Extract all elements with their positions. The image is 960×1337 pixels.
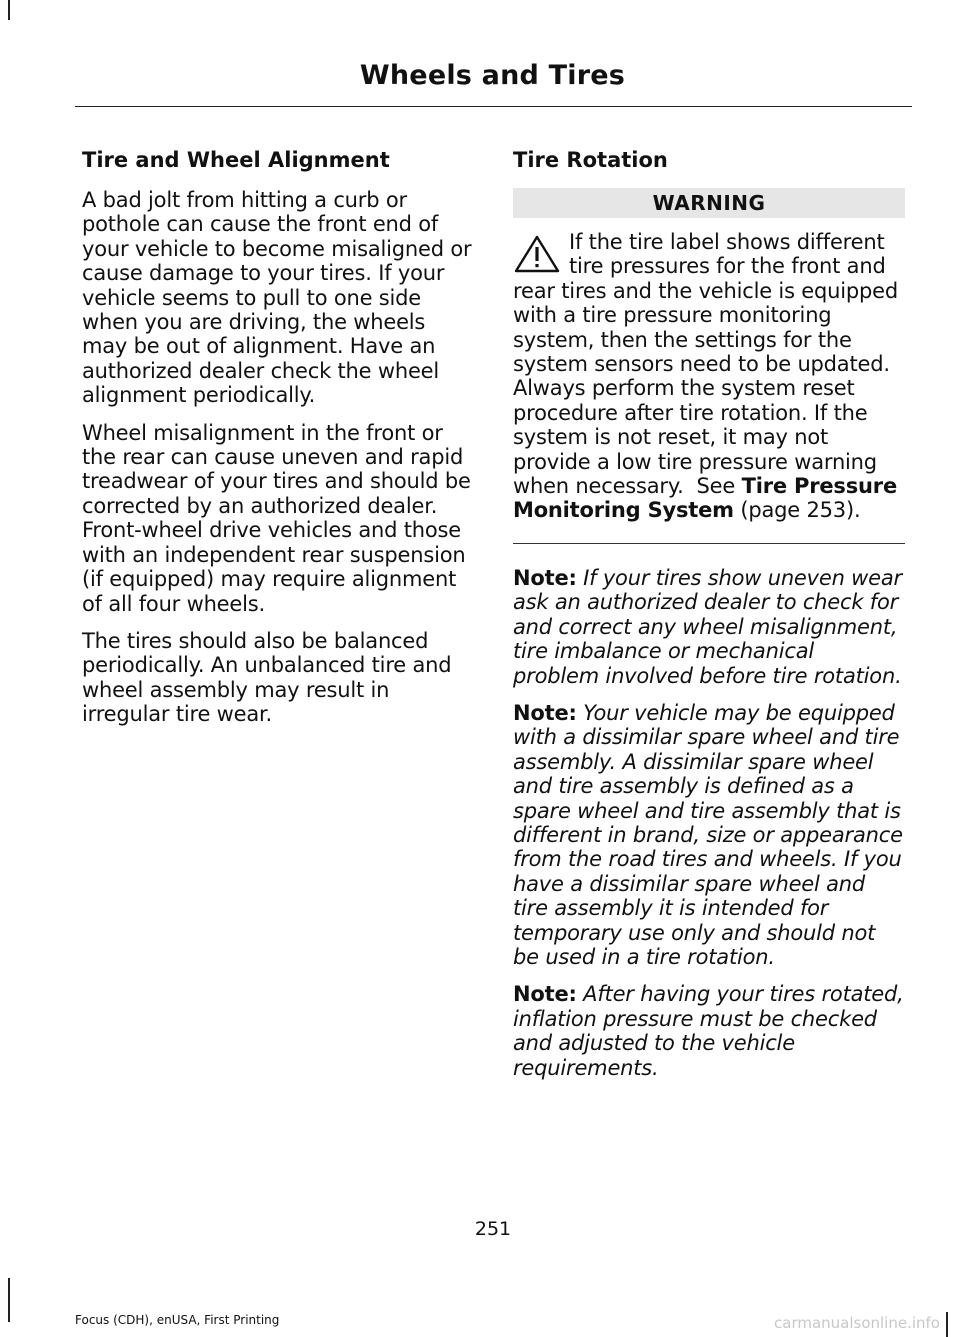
note-text: Your vehicle may be equipped with a dissimilar spare wheel and tire assembly. A dissimilar spare wheel and tire assembly is defined as a spare wheel and tire assembly that is different in brand, size or appearance from the road tires and wheels. If you have a dissimilar spare wheel and tire assembly it is intended for temporary use only and should not be used in a tire rotation. — [513, 700, 903, 969]
page-number: 251 — [474, 1218, 512, 1240]
warning-see: See — [696, 474, 736, 499]
xref-page-ref: (page 253). — [740, 498, 861, 523]
note-2 — [513, 701, 905, 969]
footer-edition: Focus (CDH), enUSA, First Printing — [75, 1313, 280, 1327]
crop-mark-bottom-left — [8, 1278, 10, 1322]
section-heading-alignment: Tire and Wheel Alignment — [82, 148, 390, 172]
warning-triangle-icon — [513, 234, 561, 274]
note-1 — [513, 566, 905, 688]
warning-box — [513, 230, 905, 544]
warning-banner: WARNING — [513, 188, 905, 218]
note-3 — [513, 982, 905, 1080]
note-label: Note: — [513, 982, 577, 1007]
note-label: Note: — [513, 565, 577, 590]
note-text: If your tires show uneven wear ask an authorized dealer to check for and correct any wheel misalignment, tire imbalance or mechanical problem involved before tire rotation. — [513, 565, 902, 688]
section-heading-rotation: Tire Rotation — [513, 148, 668, 172]
crop-mark-bottom-right — [946, 1312, 948, 1337]
alignment-paragraph-3: The tires should also be balanced periodically. An unbalanced tire and wheel assembly may result in irregular tire wear. — [82, 628, 452, 727]
header-divider — [75, 106, 912, 107]
alignment-paragraph-2: Wheel misalignment in the front or the rear can cause uneven and rapid treadwear of your tires and should be corrected by an authorized dealer. Front-wheel drive vehicles and those with an independent rear suspension (if equipped) may require alignment of all four wheels. — [82, 420, 471, 616]
xref-tpms-link[interactable]: Tire Pressure Monitoring System — [513, 474, 897, 523]
crop-mark-top-left — [8, 0, 10, 20]
left-column — [82, 146, 474, 740]
note-label: Note: — [513, 700, 577, 725]
page-header-title: Wheels and Tires — [359, 60, 625, 91]
notes-list — [513, 566, 905, 1080]
alignment-paragraph-1: A bad jolt from hitting a curb or pothole can cause the front end of your vehicle to become misaligned or cause damage to your tires. If your vehicle seems to pull to one side when you are driving, the wheels may be out of alignment. Have an authorized dealer check the wheel alignment periodically. — [82, 188, 472, 408]
warning-message: If the tire label shows different tire pressures for the front and rear tires and the vehicle is equipped with a tire pressure monitoring system, then the settings for the system sensors need to be updated. Always perform the system reset procedure after tire rotation. If the system is not reset, it may not provide a low tire pressure warning when necessary. — [513, 230, 898, 499]
warning-text — [513, 230, 905, 523]
note-text: After having your tires rotated, inflation pressure must be checked and adjusted to the vehicle requirements. — [513, 982, 904, 1080]
watermark: carmanualsonline.info — [774, 1314, 940, 1332]
right-column — [513, 146, 905, 1093]
